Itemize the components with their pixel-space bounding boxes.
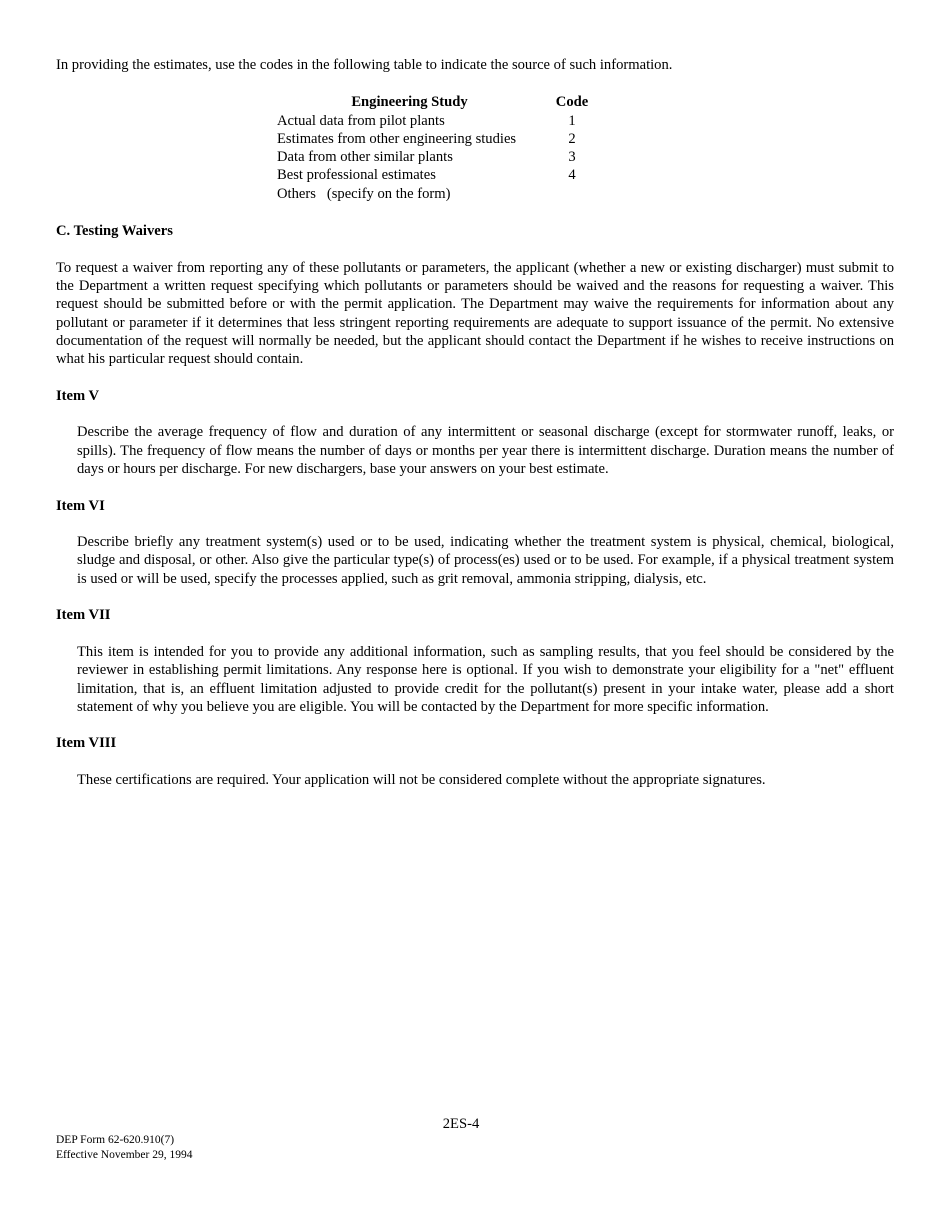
form-footer <box>56 1133 192 1162</box>
intro-paragraph: In providing the estimates, use the codes in the following table to indicate the source of such information. <box>56 57 673 73</box>
study-cell: Data from other similar plants <box>277 149 453 166</box>
engineering-study-header: Engineering Study <box>351 94 468 111</box>
page-number: 2ES-4 <box>442 1116 480 1132</box>
form-number: DEP Form 62-620.910(7) <box>56 1134 175 1146</box>
item-viii-paragraph: These certifications are required. Your application will not be considered complete without the appropriate signatures. <box>77 771 766 788</box>
source-codes-table <box>277 93 602 203</box>
item-vii-paragraph: This item is intended for you to provide any additional information, such as sampling results, that you feel should be considered by the reviewer in establishing permit limitations. Any response here is optional. If you wish to demonstrate your eligibility for a "net" effluent limitation, that is, an effluent limitation adjusted to provide credit for the pollutant(s) present in your intake water, please add a short statement of why you believe you are eligible. You will be contacted by the Department for more specific information. <box>77 643 894 715</box>
code-cell: 3 <box>568 149 576 166</box>
testing-waivers-heading: C. Testing Waivers <box>56 223 173 240</box>
item-v-paragraph: Describe the average frequency of flow and duration of any intermittent or seasonal discharge (except for stormwater runoff, leaks, or spills). The frequency of flow means the number of days or months per year there is intermittent discharge. Duration means the number of days or hours per discharge. For new dischargers, base your answers on your best estimate. <box>77 424 894 477</box>
table-row <box>277 148 602 166</box>
code-header: Code <box>555 94 589 111</box>
item-vi-heading: Item VI <box>56 497 105 514</box>
code-cell: 2 <box>568 130 576 147</box>
effective-date: Effective November 29, 1994 <box>56 1148 193 1161</box>
code-cell <box>542 185 602 203</box>
study-cell: Others (specify on the form) <box>277 185 451 202</box>
item-vii-heading: Item VII <box>56 607 111 624</box>
table-row <box>277 112 602 130</box>
table-row <box>277 166 602 184</box>
table-header-row <box>277 93 602 111</box>
study-cell: Estimates from other engineering studies <box>277 130 517 147</box>
table-row <box>277 185 602 203</box>
testing-waivers-paragraph: To request a waiver from reporting any of these pollutants or parameters, the applicant (whether a new or existing discharger) must submit to the Department a written request specifying which pollutants or parameters should be waived and the reasons for requesting a waiver. This request should be submitted before or with the permit application. The Department may waive the requirements for information about any pollutant or parameter if it determines that less stringent reporting requirements are adequate to support issuance of the permit. No extensive documentation of the request will normally be needed, but the applicant should contact the Department if he wishes to receive instructions on what his particular request should contain. <box>56 259 894 368</box>
document-page <box>56 56 894 808</box>
study-cell: Actual data from pilot plants <box>277 112 445 129</box>
item-v-heading: Item V <box>56 387 100 404</box>
code-cell: 4 <box>568 167 576 184</box>
study-cell: Best professional estimates <box>277 167 436 184</box>
code-cell: 1 <box>568 112 576 129</box>
table-row <box>277 130 602 148</box>
item-viii-heading: Item VIII <box>56 735 117 752</box>
item-vi-paragraph: Describe briefly any treatment system(s) used or to be used, indicating whether the treatment system is physical, chemical, biological, sludge and disposal, or other. Also give the particular type(s) of process(es) used or to be used. For example, if a physical treatment system is used or will be used, specify the processes applied, such as grit removal, ammonia stripping, dialysis, etc. <box>77 534 894 587</box>
